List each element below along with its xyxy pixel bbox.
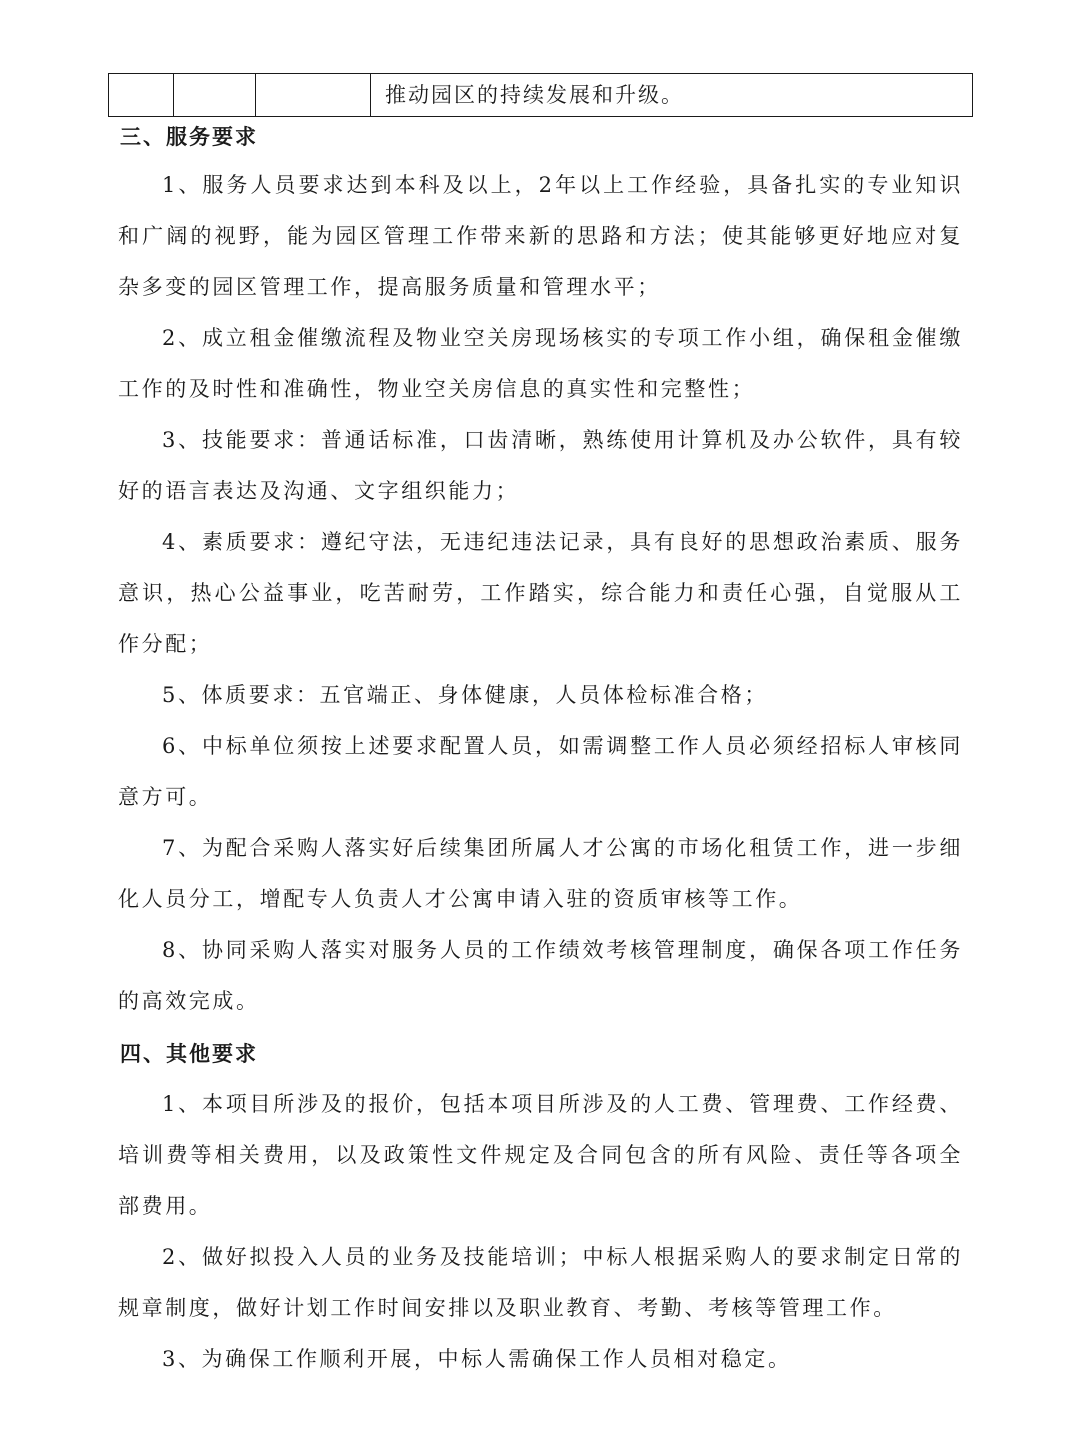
other-item-1: 1、本项目所涉及的报价，包括本项目所涉及的人工费、管理费、工作经费、培训费等相关费用，以及政策性文件规定及合同包含的所有风险、责任等各项全部费用。 xyxy=(118,1092,963,1218)
service-item-5: 5、体质要求：五官端正、身体健康，人员体检标准合格； xyxy=(162,683,768,707)
table-cell-1 xyxy=(109,74,174,117)
section-heading-service-requirements: 三、服务要求 xyxy=(120,124,258,149)
service-item-7: 7、为配合采购人落实好后续集团所属人才公寓的市场化租赁工作，进一步细化人员分工，增配专人负责人才公寓申请入驻的资质审核等工作。 xyxy=(118,836,963,911)
service-item-6: 6、中标单位须按上述要求配置人员，如需调整工作人员必须经招标人审核同意方可。 xyxy=(118,734,963,809)
table-cell-3 xyxy=(256,74,371,117)
service-item-8: 8、协同采购人落实对服务人员的工作绩效考核管理制度，确保各项工作任务的高效完成。 xyxy=(118,938,963,1013)
other-item-2: 2、做好拟投入人员的业务及技能培训；中标人根据采购人的要求制定日常的规章制度，做好计划工作时间安排以及职业教育、考勤、考核等管理工作。 xyxy=(118,1245,963,1320)
service-item-3: 3、技能要求：普通话标准，口齿清晰，熟练使用计算机及办公软件，具有较好的语言表达及沟通、文字组织能力； xyxy=(118,428,963,503)
service-item-1: 1、服务人员要求达到本科及以上，2年以上工作经验，具备扎实的专业知识和广阔的视野，能为园区管理工作带来新的思路和方法；使其能够更好地应对复杂多变的园区管理工作，提高服务质量和管理水平； xyxy=(118,173,963,299)
continued-table xyxy=(108,73,973,117)
service-item-4: 4、素质要求：遵纪守法，无违纪违法记录，具有良好的思想政治素质、服务意识，热心公益事业，吃苦耐劳，工作踏实，综合能力和责任心强，自觉服从工作分配； xyxy=(118,530,963,656)
table-cell-2 xyxy=(174,74,256,117)
service-item-2: 2、成立租金催缴流程及物业空关房现场核实的专项工作小组，确保租金催缴工作的及时性和准确性，物业空关房信息的真实性和完整性； xyxy=(118,326,963,401)
table-cell-4: 推动园区的持续发展和升级。 xyxy=(371,74,973,117)
table-row xyxy=(109,74,973,117)
other-item-3: 3、为确保工作顺利开展，中标人需确保工作人员相对稳定。 xyxy=(162,1347,792,1371)
section-heading-other-requirements: 四、其他要求 xyxy=(120,1041,258,1066)
